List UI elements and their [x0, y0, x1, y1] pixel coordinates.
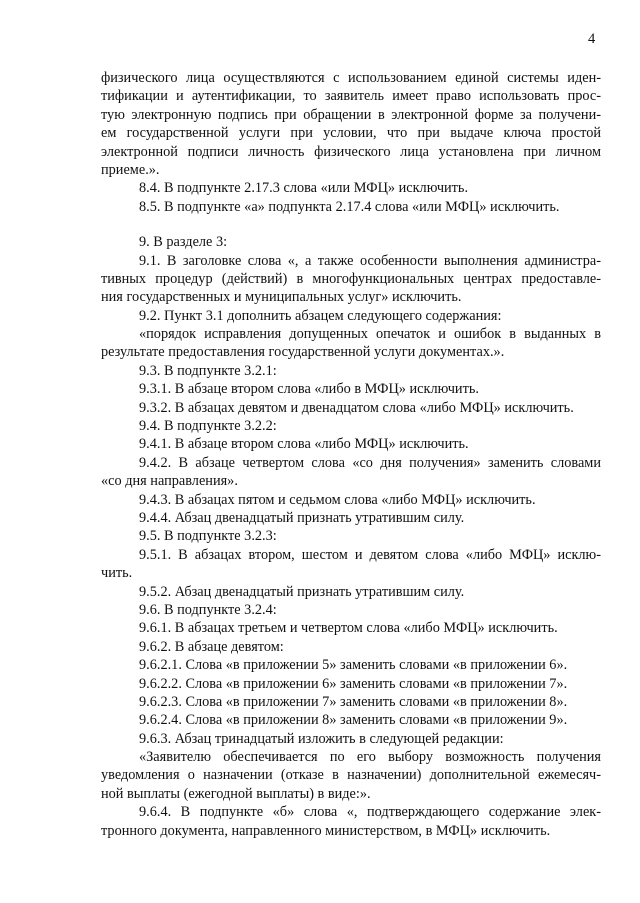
text-line: ем государственной услуги при условии, что при выдаче ключа простой [101, 125, 601, 142]
text-line: 9.6. В подпункте 3.2.4: [139, 601, 277, 618]
text-line: 9.4.2. В абзаце четвертом слова «со дня получения» заменить словами [139, 454, 601, 471]
text-line: «со дня направления». [101, 473, 238, 490]
text-line: «Заявителю обеспечивается по его выбору возможность получения [139, 749, 601, 766]
text-line: 9.4.1. В абзаце втором слова «либо МФЦ» исключить. [139, 436, 469, 453]
text-line: тивных процедур (действий) в многофункциональных центрах предоставле- [101, 270, 601, 287]
text-line: 9.6.2.1. Слова «в приложении 5» заменить словами «в приложении 6». [139, 657, 568, 674]
blank-line [101, 216, 601, 233]
page-number: 4 [588, 31, 596, 47]
text-line: приеме.». [101, 161, 160, 178]
text-line: 9.4.3. В абзацах пятом и седьмом слова «либо МФЦ» исключить. [139, 491, 536, 508]
text-line: ния государственных и муниципальных услуг» исключить. [101, 289, 462, 306]
text-line: «порядок исправления допущенных опечаток и ошибок в выданных в [139, 326, 601, 343]
text-line: 8.4. В подпункте 2.17.3 слова «или МФЦ» исключить. [139, 180, 469, 197]
text-line: уведомления о назначении (отказе в назначении) дополнительной ежемесяч- [101, 767, 601, 784]
text-line: 9.3.2. В абзацах девятом и двенадцатом слова «либо МФЦ» исключить. [139, 399, 574, 416]
text-line: электронной подписи личность физического лица установлена при личном [101, 143, 601, 160]
text-line: 9.5. В подпункте 3.2.3: [139, 528, 277, 545]
text-line: 9.5.1. В абзацах втором, шестом и девятом слова «либо МФЦ» исклю- [139, 546, 601, 563]
text-line: физического лица осуществляются с использованием единой системы иден- [101, 70, 601, 86]
text-line: 9.5.2. Абзац двенадцатый признать утратившим силу. [139, 583, 465, 600]
text-line: 9.6.1. В абзацах третьем и четвертом слова «либо МФЦ» исключить. [139, 620, 558, 637]
text-line: 9.1. В заголовке слова «, а также особенности выполнения администра- [139, 252, 601, 269]
text-line: 8.5. В подпункте «а» подпункта 2.17.4 слова «или МФЦ» исключить. [139, 198, 560, 215]
text-line: 9.6.2.3. Слова «в приложении 7» заменить словами «в приложении 8». [139, 693, 568, 710]
text-line: ной выплаты (ежегодной выплаты) в виде:». [101, 785, 371, 802]
text-line: 9. В разделе 3: [139, 234, 228, 251]
text-line: тую электронную подпись при обращении в электронной форме за получени- [101, 106, 601, 123]
text-line: 9.4. В подпункте 3.2.2: [139, 418, 277, 435]
text-line: 9.2. Пункт 3.1 дополнить абзацем следующего содержания: [139, 307, 502, 324]
text-line: 9.3. В подпункте 3.2.1: [139, 362, 277, 379]
document-body [101, 69, 601, 840]
text-line: 9.6.2. В абзаце девятом: [139, 638, 284, 655]
text-line: результате предоставления государственной услуги документах.». [101, 344, 505, 361]
text-line: 9.6.2.2. Слова «в приложении 6» заменить словами «в приложении 7». [139, 675, 568, 692]
text-line: 9.4.4. Абзац двенадцатый признать утратившим силу. [139, 509, 465, 526]
text-line: чить. [101, 565, 133, 582]
text-line: 9.6.3. Абзац тринадцатый изложить в следующей редакции: [139, 730, 504, 747]
text-line: тронного документа, направленного министерством, в МФЦ» исключить. [101, 822, 551, 839]
text-line: тификации и аутентификации, то заявитель имеет право использовать прос- [101, 88, 601, 105]
text-line: 9.6.4. В подпункте «б» слова «, подтверждающего содержание элек- [139, 804, 601, 821]
text-line: 9.6.2.4. Слова «в приложении 8» заменить словами «в приложении 9». [139, 712, 568, 729]
text-line: 9.3.1. В абзаце втором слова «либо в МФЦ» исключить. [139, 381, 479, 398]
